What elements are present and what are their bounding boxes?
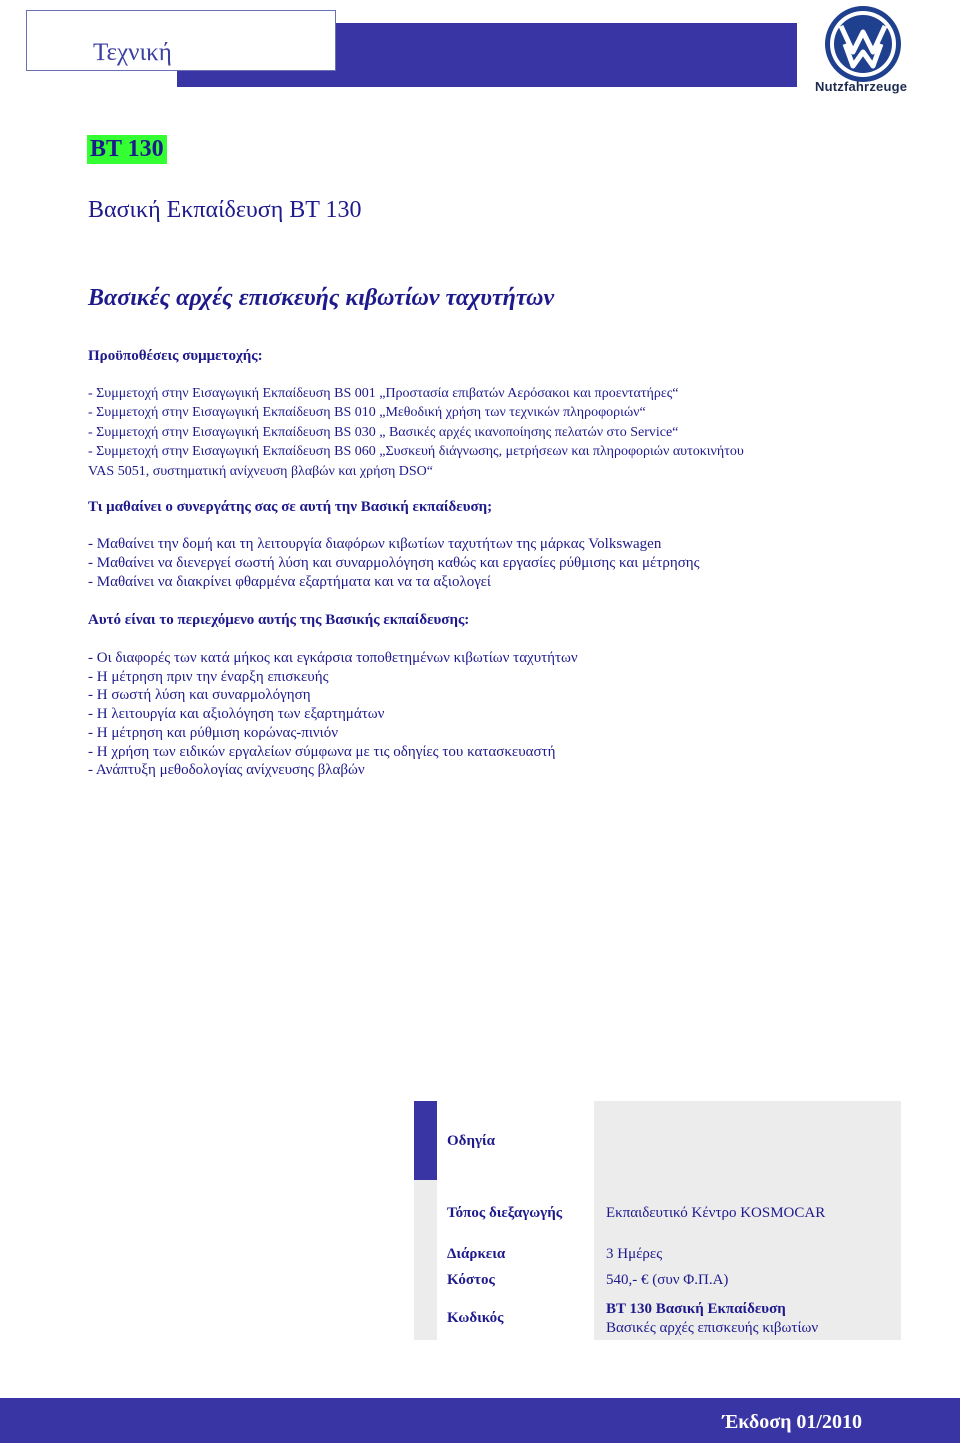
content-heading: Αυτό είναι το περιεχόμενο αυτής της Βασικής εκπαίδευσης: <box>88 612 470 628</box>
learning-heading: Τι μαθαίνει ο συνεργάτης σας σε αυτή την Βασική εκπαίδευση; <box>88 499 493 515</box>
list-item: - Συμμετοχή στην Εισαγωγική Εκπαίδευση BS 010 „Μεθοδική χρήση των τεχνικών πληροφοριών“ <box>88 405 646 421</box>
learning-list <box>88 535 700 592</box>
list-item: - Ανάπτυξη μεθοδολογίας ανίχνευσης βλαβών <box>88 762 365 779</box>
header-title-word1: Τεχνική <box>93 39 172 66</box>
list-item: - Η λειτουργία και αξιολόγηση των εξαρτημάτων <box>88 706 385 723</box>
list-item: - Η σωστή λύση και συναρμολόγηση <box>88 687 311 704</box>
cost-label: Κόστος <box>447 1272 495 1288</box>
list-item: - Συμμετοχή στην Εισαγωγική Εκπαίδευση BS 060 „Συσκευή διάγνωσης, μετρήσεων και πληροφοριών αυτοκινήτου <box>88 444 744 460</box>
location-value: Εκπαιδευτικό Κέντρο KOSMOCAR <box>606 1205 826 1221</box>
header-title-word2: Εκπαίδευση <box>178 39 300 66</box>
list-item: VAS 5051, συστηματική ανίχνευση βλαβών και χρήση DSO“ <box>88 463 433 479</box>
list-item: - Η χρήση των ειδικών εργαλείων σύμφωνα με τις οδηγίες του κατασκευαστή <box>88 743 556 760</box>
location-label: Τόπος διεξαγωγής <box>447 1205 563 1221</box>
logo-text: Nutzfahrzeuge <box>815 79 908 94</box>
code-label: Κωδικός <box>447 1310 504 1326</box>
prerequisites-heading: Προϋποθέσεις συμμετοχής: <box>88 348 263 364</box>
list-item: - Συμμετοχή στην Εισαγωγική Εκπαίδευση BS 030 „ Βασικές αρχές ικανοποίησης πελατών στο Service“ <box>88 424 679 440</box>
list-item: - Η μέτρηση πριν την έναρξη επισκευής <box>88 668 329 685</box>
vw-logo-icon <box>823 4 903 84</box>
duration-label: Διάρκεια <box>447 1246 506 1262</box>
info-panel-accent <box>414 1101 437 1180</box>
list-item: - Η μέτρηση και ρύθμιση κορώνας-πινιόν <box>88 724 339 741</box>
list-item: - Μαθαίνει την δομή και τη λειτουργία διαφόρων κιβωτίων ταχυτήτων της μάρκας Volkswagen <box>88 536 662 552</box>
list-item: - Μαθαίνει να διενεργεί σωστή λύση και συναρμολόγηση καθώς και εργασίες ρύθμισης και μέτρησης <box>88 555 700 571</box>
prerequisites-list <box>88 384 744 481</box>
list-item: - Οι διαφορές των κατά μήκος και εγκάρσια τοποθετημένων κιβωτίων ταχυτήτων <box>88 650 578 666</box>
course-title: Βασικές αρχές επισκευής κιβωτίων ταχυτήτων <box>88 285 555 311</box>
header-title <box>93 36 300 70</box>
code-value-line2: Βασικές αρχές επισκευής κιβωτίων <box>606 1320 819 1336</box>
code-value-line1: ΒΤ 130 Βασική Εκπαίδευση <box>606 1301 786 1317</box>
footer-bar <box>0 1398 960 1443</box>
course-code-badge: BT 130 <box>87 135 167 164</box>
list-item: - Μαθαίνει να διακρίνει φθαρμένα εξαρτήματα και να τα αξιολογεί <box>88 574 491 590</box>
basic-training-title: Βασική Εκπαίδευση ΒΤ 130 <box>88 197 362 223</box>
content-list <box>88 649 578 780</box>
guide-label: Οδηγία <box>447 1133 496 1149</box>
list-item: - Συμμετοχή στην Εισαγωγική Εκπαίδευση BS 001 „Προστασία επιβατών Αερόσακοι και προεντατήρες“ <box>88 386 679 401</box>
cost-value: 540,- € (συν Φ.Π.Α) <box>606 1272 729 1288</box>
edition-label: Έκδοση 01/2010 <box>722 1411 862 1433</box>
duration-value: 3 Ημέρες <box>606 1246 663 1262</box>
